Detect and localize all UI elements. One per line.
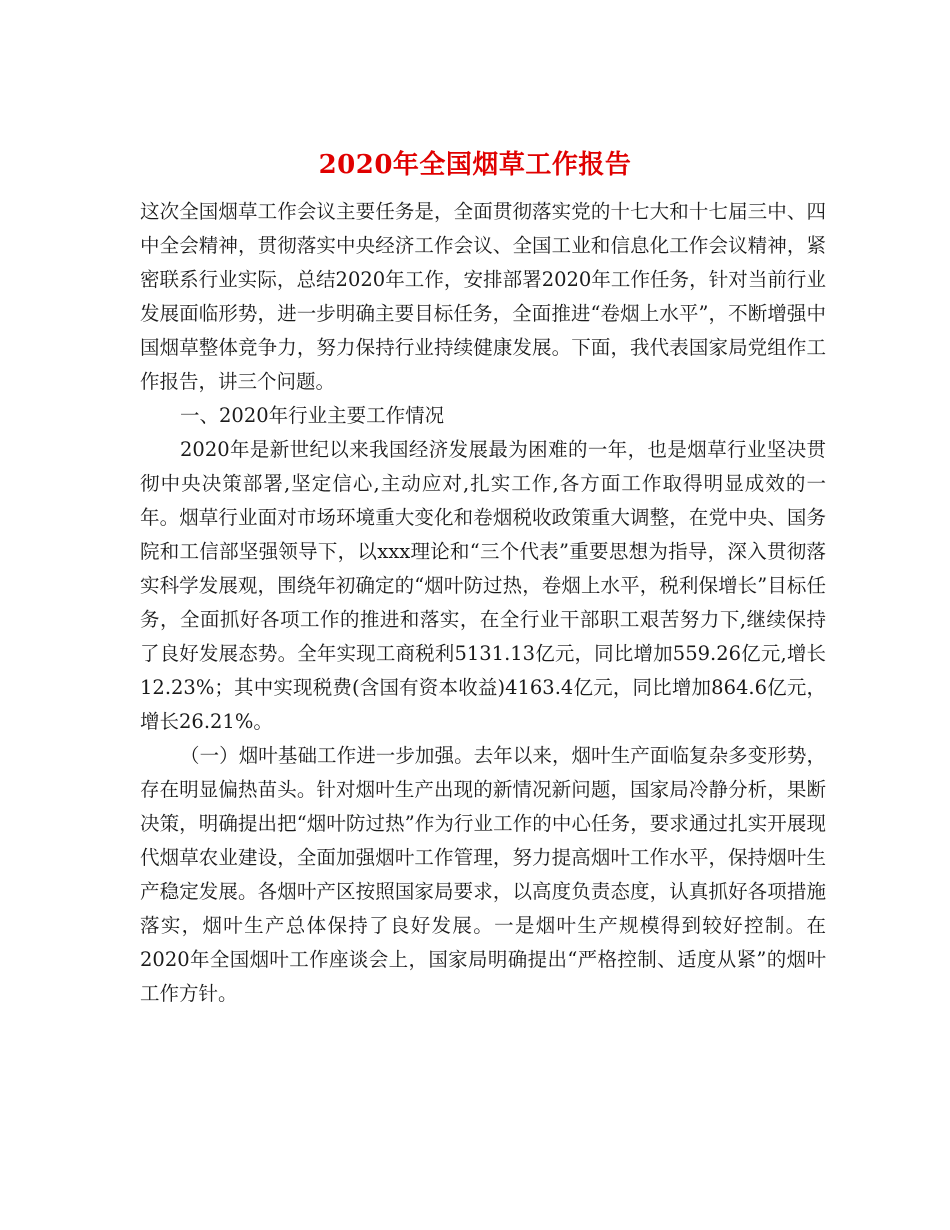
paragraph-intro: 这次全国烟草工作会议主要任务是，全面贯彻落实党的十七大和十七届三中、四中全会精神，贯彻落实中央经济工作会议、全国工业和信息化工作会议精神，紧密联系行业实际，总结2020年工作，安排部署2020年工作任务，针对当前行业发展面临形势，进一步明确主要目标任务，全面推进“卷烟上水平”，不断增强中国烟草整体竞争力，努力保持行业持续健康发展。下面，我代表国家局党组作工作报告，讲三个问题。 (140, 200, 826, 393)
paragraph-tobacco-leaf: （一）烟叶基础工作进一步加强。去年以来，烟叶生产面临复杂多变形势，存在明显偏热苗头。针对烟叶生产出现的新情况新问题，国家局冷静分析，果断决策，明确提出把“烟叶防过热”作为行业工作的中心任务，要求通过扎实开展现代烟草农业建设，全面加强烟叶工作管理，努力提高烟叶工作水平，保持烟叶生产稳定发展。各烟叶产区按照国家局要求，以高度负责态度，认真抓好各项措施落实，烟叶生产总体保持了良好发展。一是烟叶生产规模得到较好控制。在2020年全国烟叶工作座谈会上，国家局明确提出“严格控制、适度从紧”的烟叶工作方针。 (140, 744, 826, 1005)
paragraph-2020-summary: 2020年是新世纪以来我国经济发展最为困难的一年，也是烟草行业坚决贯彻中央决策部署,坚定信心,主动应对,扎实工作,各方面工作取得明显成效的一年。烟草行业面对市场环境重大变化和卷烟税收政策重大调整，在党中央、国务院和工信部坚强领导下，以xxx理论和“三个代表”重要思想为指导，深入贯彻落实科学发展观，围绕年初确定的“烟叶防过热，卷烟上水平，税利保增长”目标任务，全面抓好各项工作的推进和落实，在全行业干部职工艰苦努力下,继续保持了良好发展态势。全年实现工商税利5131.13亿元，同比增加559.26亿元,增长12.23%；其中实现税费(含国有资本收益)4163.4亿元，同比增加864.6亿元，增长26.21%。 (140, 438, 826, 733)
document-body (140, 195, 826, 1011)
section-heading: 一、2020年行业主要工作情况 (180, 404, 445, 427)
document-title: 2020年全国烟草工作报告 (318, 150, 632, 181)
